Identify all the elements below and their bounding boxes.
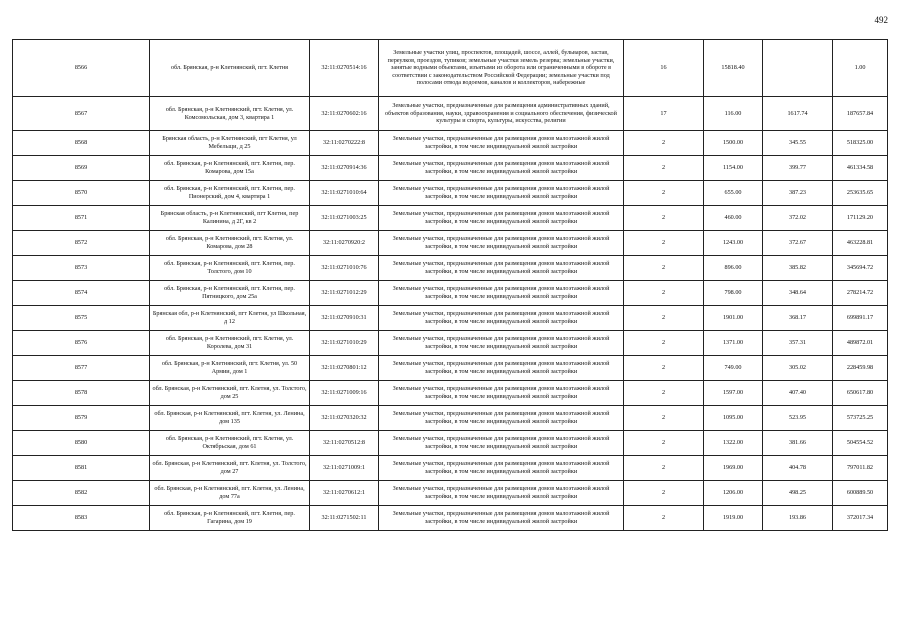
- table-row: [13, 356, 888, 381]
- cadastral-value-cell: 461334.58: [833, 156, 888, 181]
- permitted-use-cell: Земельные участки, предназначенные для размещения домов малоэтажной жилой застройки, в том числе индивидуальной жилой застройки: [379, 331, 624, 356]
- area-cell: 749.00: [704, 356, 763, 381]
- cadastral-value-cell: 797011.82: [833, 456, 888, 481]
- specific-value-cell: [763, 40, 833, 97]
- specific-value-cell: 404.78: [763, 456, 833, 481]
- area-cell: 1243.00: [704, 231, 763, 256]
- cadastral-number-cell: 32:11:0271012:29: [310, 281, 379, 306]
- row-number-cell: 8569: [13, 156, 150, 181]
- cadastral-number-cell: 32:11:0270801:12: [310, 356, 379, 381]
- address-cell: обл. Брянская, р-н Клетнянский, пгт. Клетня, ул. Комсомольская, дом 3, квартира 1: [150, 97, 310, 131]
- address-cell: обл. Брянская, р-н Клетнянский, пгт. Клетня, ул. Октябрьская, дом 61: [150, 431, 310, 456]
- row-number-cell: 8571: [13, 206, 150, 231]
- use-group-cell: 2: [624, 356, 704, 381]
- specific-value-cell: 1617.74: [763, 97, 833, 131]
- cadastral-value-cell: 187657.84: [833, 97, 888, 131]
- row-number-cell: 8577: [13, 356, 150, 381]
- address-cell: обл. Брянская, р-н Клетнянский, пгт. Клетня, пер. Пятницкого, дом 25а: [150, 281, 310, 306]
- permitted-use-cell: Земельные участки, предназначенные для размещения домов малоэтажной жилой застройки, в том числе индивидуальной жилой застройки: [379, 456, 624, 481]
- area-cell: 1919.00: [704, 506, 763, 531]
- cadastral-value-cell: 345694.72: [833, 256, 888, 281]
- area-cell: 1095.00: [704, 406, 763, 431]
- cadastral-number-cell: 32:11:0270910:31: [310, 306, 379, 331]
- cadastral-value-cell: 699891.17: [833, 306, 888, 331]
- row-number-cell: 8573: [13, 256, 150, 281]
- specific-value-cell: 372.02: [763, 206, 833, 231]
- specific-value-cell: 348.64: [763, 281, 833, 306]
- address-cell: обл. Брянская, р-н Клетнянский, пгт. Клетня, ул. Королева, дом 31: [150, 331, 310, 356]
- address-cell: обл. Брянская, р-н Клетнянский, пгт. Клетня, пер. Толстого, дом 10: [150, 256, 310, 281]
- use-group-cell: 17: [624, 97, 704, 131]
- permitted-use-cell: Земельные участки, предназначенные для размещения домов малоэтажной жилой застройки, в том числе индивидуальной жилой застройки: [379, 381, 624, 406]
- cadastral-value-cell: 253635.65: [833, 181, 888, 206]
- row-number-cell: 8581: [13, 456, 150, 481]
- address-cell: обл. Брянская, р-н Клетнянский, пгт. Клетня, пер. Гагарина, дом 19: [150, 506, 310, 531]
- address-cell: обл. Брянская, р-н Клетнянский, пгт. Клетня, ул. Толстого, дом 27: [150, 456, 310, 481]
- cadastral-value-cell: 228459.98: [833, 356, 888, 381]
- area-cell: 1322.00: [704, 431, 763, 456]
- cadastral-number-cell: 32:11:0270514:16: [310, 40, 379, 97]
- cadastral-value-cell: 573725.25: [833, 406, 888, 431]
- address-cell: обл. Брянская, р-н Клетнянский, пгт. Клетня, пер. Комарова, дом 15а: [150, 156, 310, 181]
- permitted-use-cell: Земельные участки, предназначенные для размещения домов малоэтажной жилой застройки, в том числе индивидуальной жилой застройки: [379, 181, 624, 206]
- table-row: [13, 506, 888, 531]
- row-number-cell: 8566: [13, 40, 150, 97]
- permitted-use-cell: Земельные участки, предназначенные для размещения домов малоэтажной жилой застройки, в том числе индивидуальной жилой застройки: [379, 256, 624, 281]
- table-row: [13, 206, 888, 231]
- cadastral-value-cell: 600889.50: [833, 481, 888, 506]
- row-number-cell: 8575: [13, 306, 150, 331]
- row-number-cell: 8572: [13, 231, 150, 256]
- table-row: [13, 481, 888, 506]
- row-number-cell: 8568: [13, 131, 150, 156]
- address-cell: обл. Брянская, р-н Клетнянский, пгт. Клетня, пер. Пионерский, дом 4, квартира 1: [150, 181, 310, 206]
- row-number-cell: 8583: [13, 506, 150, 531]
- area-cell: 1206.00: [704, 481, 763, 506]
- use-group-cell: 2: [624, 256, 704, 281]
- row-number-cell: 8567: [13, 97, 150, 131]
- area-cell: 798.00: [704, 281, 763, 306]
- cadastral-value-cell: 1.00: [833, 40, 888, 97]
- cadastral-number-cell: 32:11:0271010:76: [310, 256, 379, 281]
- area-cell: 460.00: [704, 206, 763, 231]
- area-cell: 1500.00: [704, 131, 763, 156]
- address-cell: Брянская область, р-н Клетнянский, пгт Клетня, ул Мебельщи, д 25: [150, 131, 310, 156]
- table-row: [13, 306, 888, 331]
- permitted-use-cell: Земельные участки улиц, проспектов, площадей, шоссе, аллей, бульваров, застав, переулков, проездов, тупиков; земельные участки земель резерва; земельные участки, занятые водными объектами, изъятыми из оборота или ограниченными в обороте в соответствии с законодательством Российской Федерации; земельные участки под полосами отвода водоемов, каналов и коллекторов, набережные: [379, 40, 624, 97]
- row-number-cell: 8576: [13, 331, 150, 356]
- table-row: [13, 97, 888, 131]
- use-group-cell: 2: [624, 331, 704, 356]
- permitted-use-cell: Земельные участки, предназначенные для размещения домов малоэтажной жилой застройки, в том числе индивидуальной жилой застройки: [379, 481, 624, 506]
- cadastral-number-cell: 32:11:0271003:25: [310, 206, 379, 231]
- use-group-cell: 2: [624, 181, 704, 206]
- table-row: [13, 431, 888, 456]
- table-row: [13, 456, 888, 481]
- table-row: [13, 181, 888, 206]
- address-cell: обл. Брянская, р-н Клетнянский, пгт. Клетня, ул. Толстого, дом 25: [150, 381, 310, 406]
- table-body: [13, 40, 888, 531]
- cadastral-number-cell: 32:11:0270320:32: [310, 406, 379, 431]
- permitted-use-cell: Земельные участки, предназначенные для размещения домов малоэтажной жилой застройки, в том числе индивидуальной жилой застройки: [379, 231, 624, 256]
- area-cell: 1371.00: [704, 331, 763, 356]
- table-row: [13, 381, 888, 406]
- cadastral-number-cell: 32:11:0271502:11: [310, 506, 379, 531]
- specific-value-cell: 523.95: [763, 406, 833, 431]
- area-cell: 1154.00: [704, 156, 763, 181]
- table-row: [13, 231, 888, 256]
- table-row: [13, 331, 888, 356]
- specific-value-cell: 385.82: [763, 256, 833, 281]
- permitted-use-cell: Земельные участки, предназначенные для размещения домов малоэтажной жилой застройки, в том числе индивидуальной жилой застройки: [379, 131, 624, 156]
- permitted-use-cell: Земельные участки, предназначенные для размещения домов малоэтажной жилой застройки, в том числе индивидуальной жилой застройки: [379, 306, 624, 331]
- permitted-use-cell: Земельные участки, предназначенные для размещения домов малоэтажной жилой застройки, в том числе индивидуальной жилой застройки: [379, 506, 624, 531]
- cadastral-number-cell: 32:11:0270222:8: [310, 131, 379, 156]
- specific-value-cell: 498.25: [763, 481, 833, 506]
- row-number-cell: 8574: [13, 281, 150, 306]
- cadastral-number-cell: 32:11:0270602:16: [310, 97, 379, 131]
- area-cell: 655.00: [704, 181, 763, 206]
- cadastral-value-cell: 489872.01: [833, 331, 888, 356]
- cadastral-number-cell: 32:11:0270914:36: [310, 156, 379, 181]
- area-cell: 1969.00: [704, 456, 763, 481]
- cadastral-value-cell: 504554.52: [833, 431, 888, 456]
- cadastral-number-cell: 32:11:0271009:1: [310, 456, 379, 481]
- cadastral-number-cell: 32:11:0270920:2: [310, 231, 379, 256]
- permitted-use-cell: Земельные участки, предназначенные для размещения домов малоэтажной жилой застройки, в том числе индивидуальной жилой застройки: [379, 281, 624, 306]
- use-group-cell: 2: [624, 281, 704, 306]
- table-row: [13, 406, 888, 431]
- cadastral-value-cell: 171129.20: [833, 206, 888, 231]
- address-cell: Брянская область, р-н Клетнянский, пгт Клетня, пер Калинина, д 2Г, кв 2: [150, 206, 310, 231]
- specific-value-cell: 368.17: [763, 306, 833, 331]
- table-row: [13, 156, 888, 181]
- specific-value-cell: 193.86: [763, 506, 833, 531]
- table-row: [13, 40, 888, 97]
- area-cell: 1597.00: [704, 381, 763, 406]
- use-group-cell: 2: [624, 156, 704, 181]
- area-cell: 896.00: [704, 256, 763, 281]
- cadastral-value-cell: 278214.72: [833, 281, 888, 306]
- cadastral-number-cell: 32:11:0271009:16: [310, 381, 379, 406]
- use-group-cell: 2: [624, 131, 704, 156]
- row-number-cell: 8580: [13, 431, 150, 456]
- address-cell: обл. Брянская, р-н Клетнянский, пгт. Клетня, ул. Комарова, дом 28: [150, 231, 310, 256]
- permitted-use-cell: Земельные участки, предназначенные для размещения домов малоэтажной жилой застройки, в том числе индивидуальной жилой застройки: [379, 356, 624, 381]
- table-row: [13, 281, 888, 306]
- specific-value-cell: 381.66: [763, 431, 833, 456]
- cadastral-number-cell: 32:11:0271010:29: [310, 331, 379, 356]
- specific-value-cell: 399.77: [763, 156, 833, 181]
- cadastral-number-cell: 32:11:0270612:1: [310, 481, 379, 506]
- cadastral-number-cell: 32:11:0270512:8: [310, 431, 379, 456]
- use-group-cell: 16: [624, 40, 704, 97]
- table-row: [13, 131, 888, 156]
- permitted-use-cell: Земельные участки, предназначенные для размещения административных зданий, объектов образования, науки, здравоохранения и социального обеспечения, физической культуры и спорта, культуры, искусства, религии: [379, 97, 624, 131]
- specific-value-cell: 387.23: [763, 181, 833, 206]
- cadastral-value-cell: 372017.34: [833, 506, 888, 531]
- specific-value-cell: 357.31: [763, 331, 833, 356]
- permitted-use-cell: Земельные участки, предназначенные для размещения домов малоэтажной жилой застройки, в том числе индивидуальной жилой застройки: [379, 156, 624, 181]
- cadastral-value-cell: 650617.80: [833, 381, 888, 406]
- page-number: 492: [874, 15, 888, 25]
- use-group-cell: 2: [624, 506, 704, 531]
- specific-value-cell: 305.02: [763, 356, 833, 381]
- use-group-cell: 2: [624, 206, 704, 231]
- row-number-cell: 8578: [13, 381, 150, 406]
- address-cell: обл. Брянская, р-н Клетнянский, пгт. Клетня, ул. 50 Армии, дом 1: [150, 356, 310, 381]
- address-cell: Брянская обл, р-н Клетнянский, пгт Клетня, ул Школьная, д 12: [150, 306, 310, 331]
- use-group-cell: 2: [624, 306, 704, 331]
- permitted-use-cell: Земельные участки, предназначенные для размещения домов малоэтажной жилой застройки, в том числе индивидуальной жилой застройки: [379, 206, 624, 231]
- use-group-cell: 2: [624, 231, 704, 256]
- row-number-cell: 8582: [13, 481, 150, 506]
- area-cell: 1901.00: [704, 306, 763, 331]
- specific-value-cell: 345.55: [763, 131, 833, 156]
- use-group-cell: 2: [624, 456, 704, 481]
- address-cell: обл. Брянская, р-н Клетнянский, пгт. Клетня, ул. Ленина, дом 135: [150, 406, 310, 431]
- address-cell: обл. Брянская, р-н Клетнянский, пгт. Клетня, ул. Ленина, дом 77а: [150, 481, 310, 506]
- row-number-cell: 8579: [13, 406, 150, 431]
- specific-value-cell: 407.40: [763, 381, 833, 406]
- use-group-cell: 2: [624, 381, 704, 406]
- cadastral-value-cell: 463228.81: [833, 231, 888, 256]
- cadastral-value-table: [12, 39, 888, 531]
- specific-value-cell: 372.67: [763, 231, 833, 256]
- use-group-cell: 2: [624, 406, 704, 431]
- permitted-use-cell: Земельные участки, предназначенные для размещения домов малоэтажной жилой застройки, в том числе индивидуальной жилой застройки: [379, 406, 624, 431]
- address-cell: обл. Брянская, р-н Клетнянский, пгт. Клетня: [150, 40, 310, 97]
- area-cell: 116.00: [704, 97, 763, 131]
- cadastral-number-cell: 32:11:0271010:64: [310, 181, 379, 206]
- permitted-use-cell: Земельные участки, предназначенные для размещения домов малоэтажной жилой застройки, в том числе индивидуальной жилой застройки: [379, 431, 624, 456]
- area-cell: 15818.40: [704, 40, 763, 97]
- use-group-cell: 2: [624, 431, 704, 456]
- use-group-cell: 2: [624, 481, 704, 506]
- cadastral-value-cell: 518325.00: [833, 131, 888, 156]
- table-row: [13, 256, 888, 281]
- row-number-cell: 8570: [13, 181, 150, 206]
